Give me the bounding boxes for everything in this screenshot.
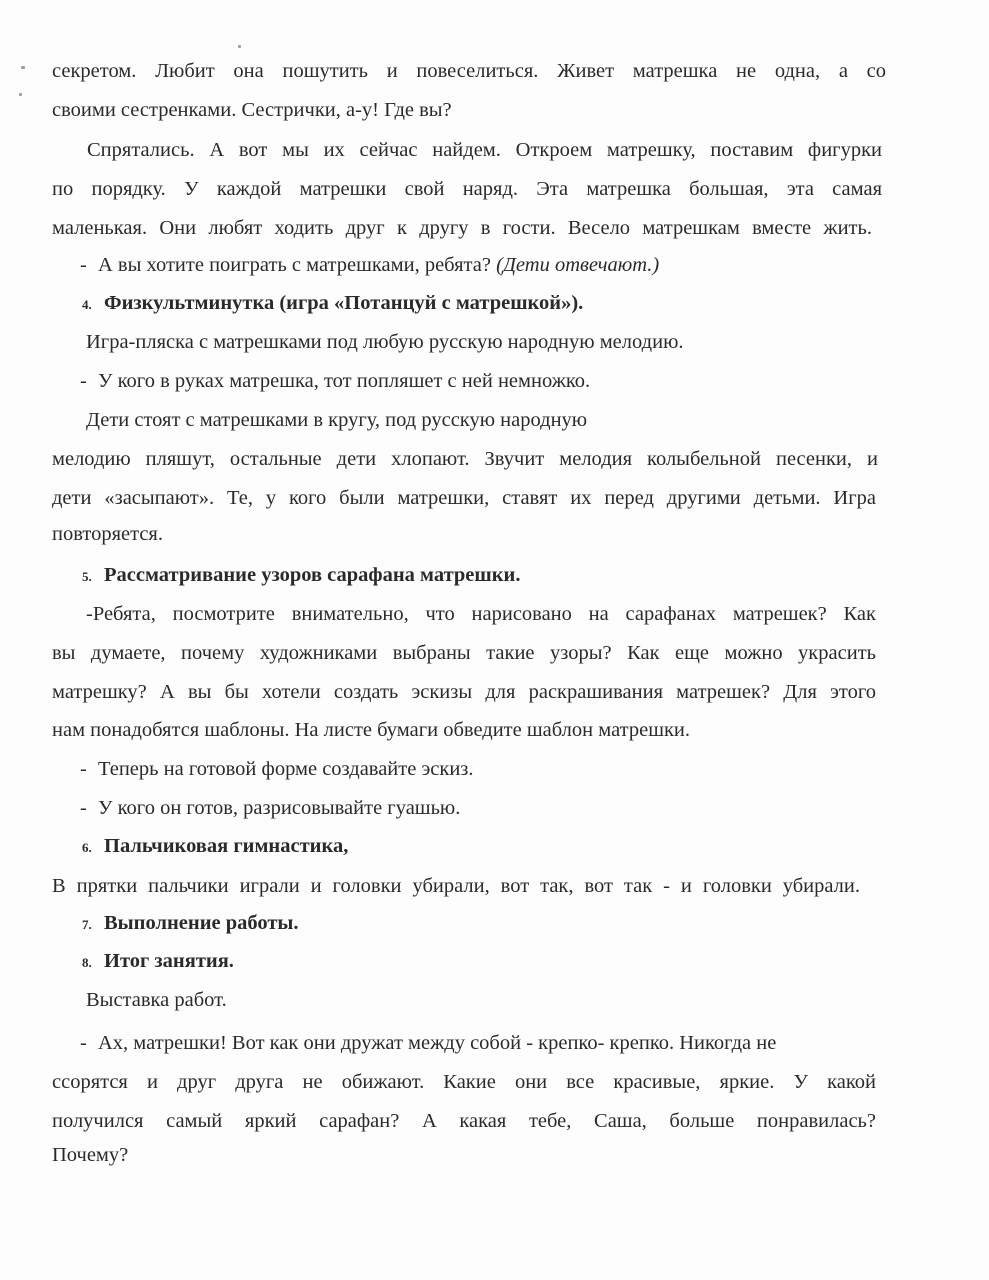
dialogue-text: У кого он готов, разрисовывайте гуашью. [98,797,461,819]
text-line: матрешку? А вы бы хотели создать эскизы для раскрашивания матрешек? Для этого [52,681,876,703]
text-line: Игра-пляска с матрешками под любую русскую народную мелодию. [86,331,684,353]
text-line: Почему? [52,1144,129,1166]
dialogue-text: У кого в руках матрешка, тот попляшет с ней немножко. [98,370,591,392]
section-heading [82,948,234,976]
text-line: получился самый яркий сарафан? А какая тебе, Саша, больше понравилась? [52,1110,876,1132]
text-line: маленькая. Они любят ходить друг к другу в гости. Весело матрешкам вместе жить. [52,217,872,239]
text-line: -Ребята, посмотрите внимательно, что нарисовано на сарафанах матрешек? Как [86,603,876,625]
text-line: повторяется. [52,523,163,545]
section-title: Пальчиковая гимнастика, [104,835,349,857]
scan-speck [21,66,25,69]
text-line: дети «засыпают». Те, у кого были матрешки, ставят их перед другими детьми. Игра [52,487,876,509]
text-line: ссорятся и друг друга не обижают. Какие они все красивые, яркие. У какой [52,1071,876,1093]
text-line: нам понадобятся шаблоны. На листе бумаги обведите шаблон матрешки. [52,719,691,741]
text-line: Спрятались. А вот мы их сейчас найдем. Откроем матрешку, поставим фигурки [87,139,882,161]
dash-marker: - [80,254,87,276]
section-heading [82,290,583,318]
text-line: В прятки пальчики играли и головки убирали, вот так, вот так - и головки убирали. [52,875,860,897]
dialogue-line [80,252,659,278]
dash-marker: - [80,758,87,780]
dash-marker: - [80,1032,87,1054]
dialogue-text: Теперь на готовой форме создавайте эскиз. [98,758,474,780]
section-number: 7. [82,917,92,932]
dialogue-line [80,756,474,782]
section-title: Физкультминутка (игра «Потанцуй с матрешкой»). [104,292,584,314]
section-heading [82,562,520,590]
text-line: по порядку. У каждой матрешки свой наряд. Эта матрешка большая, эта самая [52,178,882,200]
text-line: секретом. Любит она пошутить и повеселиться. Живет матрешка не одна, а со [52,60,886,82]
section-title: Выполнение работы. [104,912,299,934]
dialogue-text: Ах, матрешки! Вот как они дружат между собой - крепко- крепко. Никогда не [98,1032,777,1054]
section-number: 4. [82,297,92,312]
text-line: своими сестренками. Сестрички, а-у! Где вы? [52,99,452,121]
dialogue-line [80,368,590,394]
text-line: Дети стоят с матрешками в кругу, под русскую народную [86,409,588,431]
section-number: 6. [82,840,92,855]
dash-marker: - [80,370,87,392]
section-number: 8. [82,955,92,970]
section-heading [82,833,348,861]
dialogue-line [80,795,460,821]
dialogue-line [80,1030,876,1056]
dash-marker: - [80,797,87,819]
text-line: Выставка работ. [86,989,227,1011]
scan-speck [238,45,241,48]
dialogue-text: А вы хотите поиграть с матрешками, ребята? [98,254,491,276]
section-number: 5. [82,569,92,584]
section-heading [82,910,299,938]
scan-speck [19,93,22,96]
section-title: Рассматривание узоров сарафана матрешки. [104,564,521,586]
stage-direction: (Дети отвечают.) [496,254,660,276]
text-line: мелодию пляшут, остальные дети хлопают. Звучит мелодия колыбельной песенки, и [52,448,878,470]
section-title: Итог занятия. [104,950,234,972]
text-line: вы думаете, почему художниками выбраны такие узоры? Как еще можно украсить [52,642,876,664]
